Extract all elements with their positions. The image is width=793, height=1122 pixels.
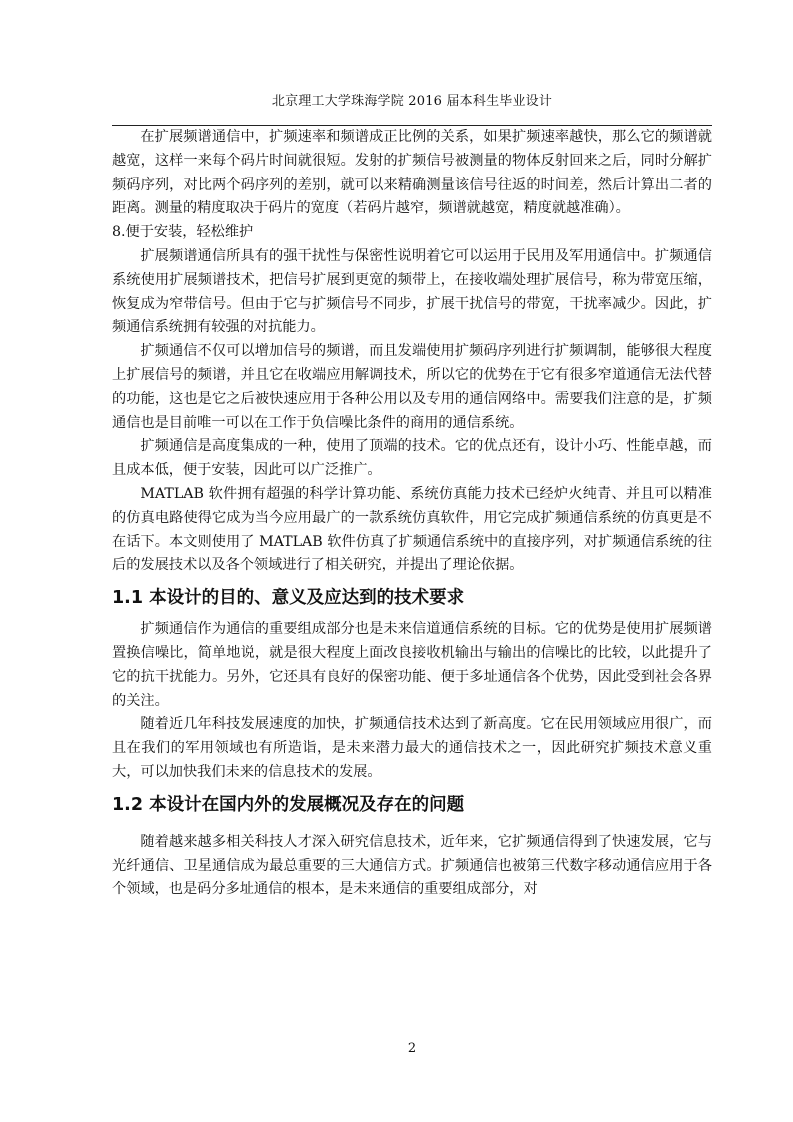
page-header: 北京理工大学珠海学院 2016 届本科生毕业设计	[271, 94, 553, 109]
paragraph-matlab: MATLAB 软件拥有超强的科学计算功能、系统仿真能力技术已经炉火纯青、并且可以精准的仿真电路使得它成为当今应用最广的一款系统仿真软件，用它完成扩频通信系统的仿真更是不在话下。本文则使用了 MATLAB 软件仿真了扩频通信系统中的直接序列，对扩频通信系统的往后的发展技术以及各个领域进行了相关研究，并提出了理论依据。	[112, 485, 712, 574]
paragraph-purpose: 扩频通信作为通信的重要组成部分也是未来信道通信系统的目标。它的优势是使用扩展频谱置换信噪比，简单地说，就是很大程度上面改良接收机输出与输出的信噪比的比较，以此提升了它的抗干扰能力。另外，它还具有良好的保密功能、便于多址通信各个优势，因此受到社会各界的关注。	[112, 621, 712, 709]
document-body	[112, 126, 712, 902]
paragraph-spread-rate: 在扩展频谱通信中，扩频速率和频谱成正比例的关系，如果扩频速率越快，那么它的频谱就越宽，这样一来每个码片时间就很短。发射的扩频信号被测量的物体反射回来之后，同时分解扩频码序列，对比两个码序列的差别，就可以来精确测量该信号往返的时间差，然后计算出二者的距离。测量的精度取决于码片的宽度（若码片越窄，频谱就越宽，精度就越准确）。	[112, 129, 712, 217]
paragraph-development: 随着近几年科技发展速度的加快，扩频通信技术达到了新高度。它在民用领域应用很广，而且在我们的军用领域也有所造诣，是未来潜力最大的通信技术之一，因此研究扩频技术意义重大，可以加快我们未来的信息技术的发展。	[112, 716, 712, 780]
section-heading-1-2: 1.2 本设计在国内外的发展概况及存在的问题	[112, 794, 465, 815]
paragraph-spectrum-advantage: 扩频通信不仅可以增加信号的频谱，而且发端使用扩频码序列进行扩频调制，能够很大程度上扩展信号的频谱，并且它在收端应用解调技术，所以它的优势在于它有很多窄道通信无法代替的功能，这也是它之后被快速应用于各种公用以及专用的通信网络中。需要我们注意的是，扩频通信也是目前唯一可以在工作于负信噪比条件的商用的通信系统。	[112, 343, 712, 431]
page-number: 2	[407, 1041, 417, 1056]
paragraph-status: 随着越来越多相关科技人才深入研究信息技术，近年来，它扩频通信得到了快速发展，它与光纤通信、卫星通信成为最总重要的三大通信方式。扩频通信也被第三代数字移动通信应用于各个领域，也是码分多址通信的根本，是未来通信的重要组成部分，对	[112, 833, 712, 898]
paragraph-anti-interference: 扩展频谱通信所具有的强干扰性与保密性说明着它可以运用于民用及军用通信中。扩频通信系统使用扩展频谱技术，把信号扩展到更宽的频带上，在接收端处理扩展信号，称为带宽压缩，恢复成为窄带信号。但由于它与扩频信号不同步，扩展干扰信号的带宽，干扰率减少。因此，扩频通信系统拥有较强的对抗能力。	[112, 247, 712, 336]
list-item-8: 8.便于安装，轻松维护	[112, 224, 254, 241]
paragraph-integration: 扩频通信是高度集成的一种，使用了顶端的技术。它的优点还有，设计小巧、性能卓越，而且成本低，便于安装，因此可以广泛推广。	[112, 438, 712, 479]
section-heading-1-1: 1.1 本设计的目的、意义及应达到的技术要求	[112, 588, 465, 609]
